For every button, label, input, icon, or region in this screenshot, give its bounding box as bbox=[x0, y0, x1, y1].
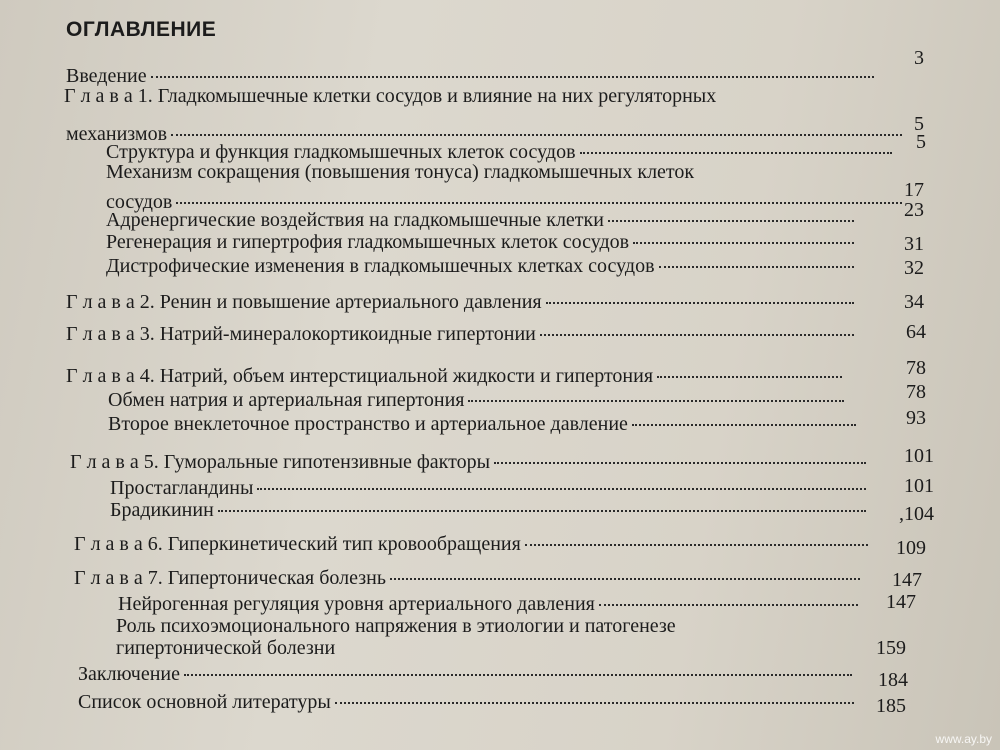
toc-entry-regeneration bbox=[106, 230, 858, 254]
leader-dots bbox=[657, 376, 842, 378]
page-number: 3 bbox=[914, 47, 924, 69]
entry-title: Г л а в а 6. Гиперкинетический тип кровообращения bbox=[74, 533, 521, 555]
entry-title: механизмов bbox=[66, 123, 168, 145]
page-number: 147 bbox=[892, 569, 922, 591]
entry-title: Нейрогенная регуляция уровня артериального давления bbox=[118, 593, 595, 615]
entry-title: Регенерация и гипертрофия гладкомышечных клеток сосудов bbox=[106, 231, 630, 253]
entry-title: Г л а в а 2. Ренин и повышение артериального давления bbox=[66, 291, 542, 313]
leader-dots bbox=[335, 702, 854, 704]
page-number: 101 bbox=[904, 475, 934, 497]
toc-entry-chapter-6 bbox=[74, 532, 872, 556]
leader-dots bbox=[608, 220, 854, 222]
leader-dots bbox=[540, 334, 854, 336]
leader-dots bbox=[151, 76, 874, 78]
page-number: 101 bbox=[904, 445, 934, 467]
toc-entry-chapter-2 bbox=[66, 290, 858, 314]
page-number: 147 bbox=[886, 591, 916, 613]
page-number: 185 bbox=[876, 695, 906, 717]
leader-dots bbox=[184, 674, 852, 676]
toc-entry-psycho-title: Роль психоэмоционального напряжения в этиологии и патогенезе bbox=[116, 615, 676, 637]
leader-dots bbox=[390, 578, 860, 580]
toc-entry-references bbox=[78, 690, 858, 714]
entry-title: Адренергические воздействия на гладкомышечные клетки bbox=[106, 209, 604, 231]
entry-title: Второе внеклеточное пространство и артериальное давление bbox=[108, 413, 628, 435]
leader-dots bbox=[171, 134, 902, 136]
entry-title: Г л а в а 4. Натрий, объем интерстициальной жидкости и гипертония bbox=[66, 365, 654, 387]
page-number: 184 bbox=[878, 669, 908, 691]
toc-entry-dystrophic bbox=[106, 254, 858, 278]
toc-heading: ОГЛАВЛЕНИЕ bbox=[66, 18, 217, 41]
entry-title: Структура и функция гладкомышечных клеток сосудов bbox=[106, 141, 576, 163]
toc-entry-psycho-title-2: гипертонической болезни bbox=[116, 637, 336, 659]
page-number: 78 bbox=[906, 357, 926, 379]
leader-dots bbox=[257, 488, 866, 490]
page-number: 32 bbox=[904, 257, 924, 279]
page-number: 17 bbox=[904, 179, 924, 201]
toc-entry-bradykinin bbox=[110, 498, 870, 522]
leader-dots bbox=[494, 462, 866, 464]
page-number: 109 bbox=[896, 537, 926, 559]
page-number: 93 bbox=[906, 407, 926, 429]
toc-entry-sodium bbox=[108, 388, 848, 412]
entry-title: Заключение bbox=[78, 663, 180, 685]
leader-dots bbox=[218, 510, 866, 512]
toc-entry-chapter-1-title: Г л а в а 1. Гладкомышечные клетки сосудов и влияние на них регуляторных bbox=[64, 85, 717, 107]
entry-title: Дистрофические изменения в гладкомышечных клетках сосудов bbox=[106, 255, 655, 277]
page-number: 23 bbox=[904, 199, 924, 221]
toc-entry-prostaglandins bbox=[110, 476, 870, 500]
toc-entry-chapter-5 bbox=[70, 450, 870, 474]
entry-title: Обмен натрия и артериальная гипертония bbox=[108, 389, 465, 411]
page-number: 34 bbox=[904, 291, 924, 313]
entry-title: Г л а в а 3. Натрий-минералокортикоидные гипертонии bbox=[66, 323, 536, 345]
page-number: 159 bbox=[876, 637, 906, 659]
entry-title: Введение bbox=[66, 65, 147, 87]
toc-entry-second-space bbox=[108, 412, 860, 436]
page-number: 5 bbox=[914, 113, 924, 135]
leader-dots bbox=[633, 242, 854, 244]
leader-dots bbox=[468, 400, 844, 402]
toc-entry-chapter-4 bbox=[66, 364, 846, 388]
leader-dots bbox=[580, 152, 892, 154]
toc-entry-chapter-7 bbox=[74, 566, 864, 590]
page-number: 78 bbox=[906, 381, 926, 403]
leader-dots bbox=[632, 424, 856, 426]
toc-entry-conclusion bbox=[78, 662, 856, 686]
page-number: 31 bbox=[904, 233, 924, 255]
page-number: ,104 bbox=[899, 503, 934, 525]
entry-title: Г л а в а 5. Гуморальные гипотензивные факторы bbox=[70, 451, 491, 473]
watermark: www.ay.by bbox=[935, 732, 992, 746]
toc-entry-adrenergic bbox=[106, 208, 858, 232]
leader-dots bbox=[525, 544, 868, 546]
leader-dots bbox=[546, 302, 854, 304]
leader-dots bbox=[176, 202, 902, 204]
entry-title: Г л а в а 7. Гипертоническая болезнь bbox=[74, 567, 386, 589]
toc-entry-neurogenic bbox=[118, 592, 862, 616]
entry-title: Список основной литературы bbox=[78, 691, 331, 713]
toc-entry-chapter-3 bbox=[66, 322, 858, 346]
entry-title: Брадикинин bbox=[110, 499, 214, 521]
leader-dots bbox=[659, 266, 854, 268]
page-number: 64 bbox=[906, 321, 926, 343]
toc-entry-mechanism-title: Механизм сокращения (повышения тонуса) гладкомышечных клеток bbox=[106, 161, 695, 183]
entry-title: Простагландины bbox=[110, 477, 254, 499]
entry-title: сосудов bbox=[106, 191, 173, 213]
leader-dots bbox=[599, 604, 858, 606]
page-number: 5 bbox=[916, 131, 926, 153]
